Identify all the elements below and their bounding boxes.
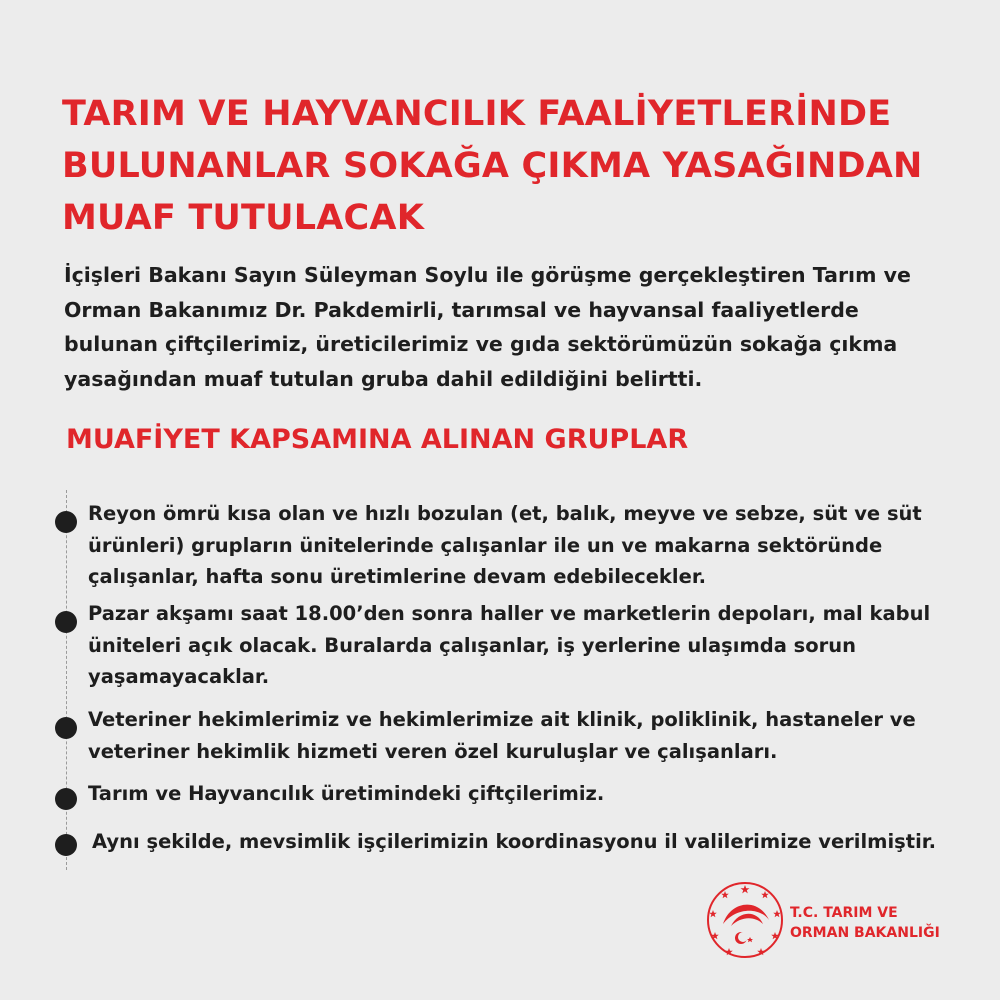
list-item xyxy=(66,826,952,858)
section-title: MUAFİYET KAPSAMINA ALINAN GRUPLAR xyxy=(66,424,689,455)
exemption-list xyxy=(66,490,966,870)
list-item xyxy=(66,598,948,693)
list-item-text: Reyon ömrü kısa olan ve hızlı bozulan (et, balık, meyve ve sebze, süt ve süt ürünleri) grupların ünitelerinde çalışanlar ile un ve makarna sektöründe çalışanlar, hafta sonu üretimlerine devam edebilecekler. xyxy=(88,502,922,588)
bullet-icon xyxy=(55,788,77,810)
list-item xyxy=(66,704,948,767)
list-item-text: Pazar akşamı saat 18.00’den sonra haller ve marketlerin depoları, mal kabul üniteleri açık olacak. Buralarda çalışanlar, iş yerlerine ulaşımda sorun yaşamayacaklar. xyxy=(88,602,931,688)
ministry-name-line2: ORMAN BAKANLIĞI xyxy=(790,925,940,941)
ministry-emblem-icon xyxy=(705,880,785,960)
bullet-icon xyxy=(55,611,77,633)
list-item-text: Aynı şekilde, mevsimlik işçilerimizin koordinasyonu il valilerimize verilmiştir. xyxy=(92,830,937,853)
ministry-name xyxy=(790,903,940,943)
list-item-text: Tarım ve Hayvancılık üretimindeki çiftçilerimiz. xyxy=(88,782,605,805)
intro-paragraph: İçişleri Bakanı Sayın Süleyman Soylu ile görüşme gerçekleştiren Tarım ve Orman Bakanımız Dr. Pakdemirli, tarımsal ve hayvansal faaliyetlerde bulunan çiftçilerimiz, üreticilerimiz ve gıda sektörümüzün sokağa çıkma yasağından muaf tutulan gruba dahil edildiğini belirtti. xyxy=(64,263,911,391)
bullet-icon xyxy=(55,834,77,856)
bullet-icon xyxy=(55,511,77,533)
list-item xyxy=(66,498,948,593)
page-title: TARIM VE HAYVANCILIK FAALİYETLERİNDE BULUNANLAR SOKAĞA ÇIKMA YASAĞINDAN MUAF TUTULACAK xyxy=(62,94,923,238)
list-item-text: Veteriner hekimlerimiz ve hekimlerimize ait klinik, poliklinik, hastaneler ve veteriner hekimlik hizmeti veren özel kuruluşlar ve çalışanları. xyxy=(88,708,916,763)
list-item xyxy=(66,778,948,810)
ministry-name-line1: T.C. TARIM VE xyxy=(790,905,898,921)
bullet-icon xyxy=(55,717,77,739)
